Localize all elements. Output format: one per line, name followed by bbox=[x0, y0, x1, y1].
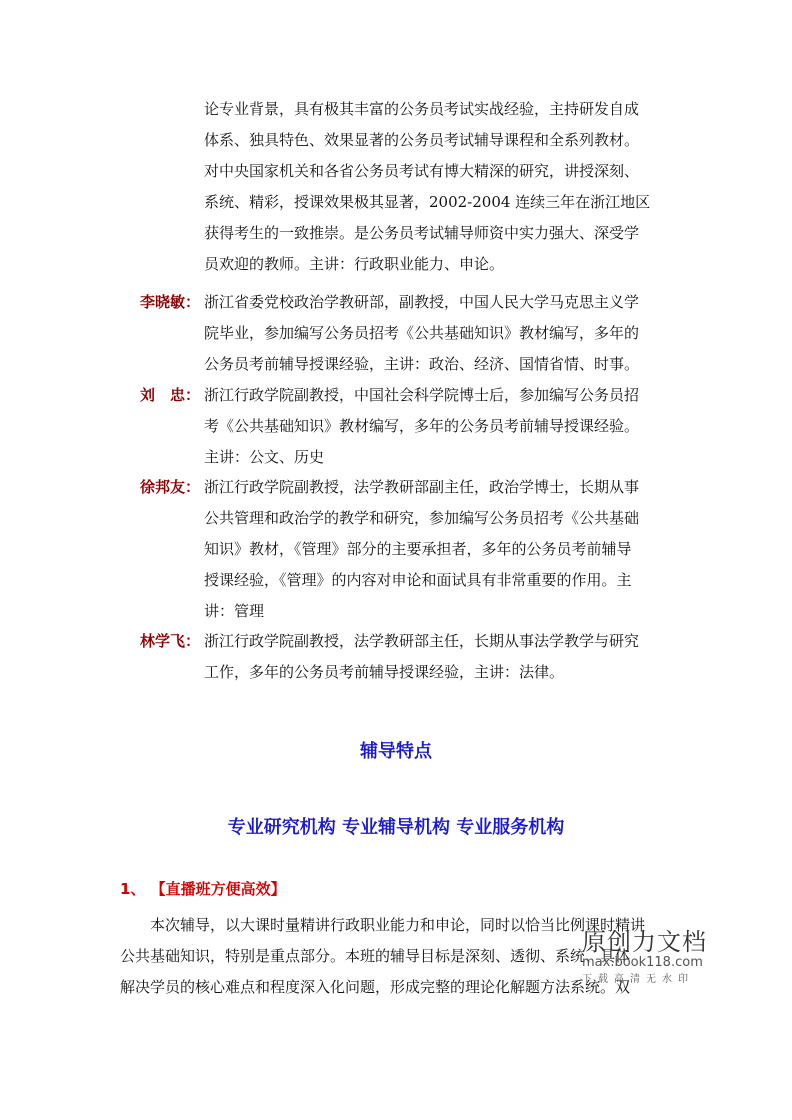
text-line: 工作，多年的公务员考前辅导授课经验，主讲：法律。 bbox=[204, 663, 565, 681]
text-line: 本次辅导，以大课时量精讲行政职业能力和申论，同时以恰当比例课时精讲 bbox=[150, 916, 646, 934]
teacher-description bbox=[204, 472, 639, 627]
text-line: 公共管理和政治学的教学和研究，参加编写公务员招考《公共基础 bbox=[204, 509, 640, 527]
teacher-name: 林学飞： bbox=[140, 632, 201, 650]
text-line: 员欢迎的教师。主讲：行政职业能力、申论。 bbox=[204, 255, 505, 273]
text-line: 讲：管理 bbox=[204, 602, 265, 620]
subsection-body bbox=[120, 910, 645, 1003]
text-line: 体系、独具特色、效果显著的公务员考试辅导课程和全系列教材。 bbox=[204, 131, 640, 149]
section-heading: 辅导特点 bbox=[360, 741, 432, 762]
text-line: 浙江行政学院副教授，法学教研部主任，长期从事法学教学与研究 bbox=[204, 632, 640, 650]
text-line: 浙江省委党校政治学教研部，副教授，中国人民大学马克思主义学 bbox=[204, 293, 640, 311]
text-line: 浙江行政学院副教授，法学教研部副主任，政治学博士，长期从事 bbox=[204, 478, 640, 496]
teacher-name: 李晓敏： bbox=[140, 293, 201, 311]
watermark-title: 原创力文档 bbox=[582, 928, 707, 956]
intro-paragraph bbox=[204, 94, 650, 280]
teacher-description bbox=[204, 287, 639, 380]
text-line: 浙江行政学院副教授，中国社会科学院博士后，参加编写公务员招 bbox=[204, 386, 640, 404]
text-line: 解决学员的核心难点和程度深入化问题，形成完整的理论化解题方法系统。双 bbox=[120, 978, 631, 996]
teacher-name: 徐邦友： bbox=[140, 478, 201, 496]
watermark-url: max.book118.com bbox=[582, 955, 703, 970]
text-line: 获得考生的一致推崇。是公务员考试辅导师资中实力强大、深受学 bbox=[204, 224, 640, 242]
teacher-description bbox=[204, 380, 639, 473]
text-line: 考《公共基础知识》教材编写，多年的公务员考前辅导授课经验。 bbox=[204, 417, 640, 435]
subsection-title: 1、 【直播班方便高效】 bbox=[120, 880, 286, 898]
text-line: 授课经验，《管理》的内容对申论和面试具有非常重要的作用。主 bbox=[204, 571, 632, 589]
text-line: 系统、精彩，授课效果极其显著，2002-2004 连续三年在浙江地区 bbox=[204, 193, 651, 211]
watermark-subtitle: 下载高清无水印 bbox=[582, 974, 694, 985]
text-line: 知识》教材，《管理》部分的主要承担者，多年的公务员考前辅导 bbox=[204, 540, 632, 558]
text-line: 院毕业，参加编写公务员招考《公共基础知识》教材编写，多年的 bbox=[204, 324, 640, 342]
text-line: 公务员考前辅导授课经验，主讲：政治、经济、国情省情、时事。 bbox=[204, 355, 640, 373]
teacher-name: 刘 忠： bbox=[140, 386, 201, 404]
text-line: 对中央国家机关和各省公务员考试有博大精深的研究，讲授深刻、 bbox=[204, 162, 640, 180]
text-line: 公共基础知识，特别是重点部分。本班的辅导目标是深刻、透彻、系统、具体 bbox=[120, 947, 631, 965]
teacher-description bbox=[204, 626, 639, 688]
watermark bbox=[582, 922, 712, 985]
slogan-heading: 专业研究机构 专业辅导机构 专业服务机构 bbox=[227, 817, 565, 838]
text-line: 主讲：公文、历史 bbox=[204, 448, 325, 466]
text-line: 论专业背景，具有极其丰富的公务员考试实战经验，主持研发自成 bbox=[204, 100, 640, 118]
